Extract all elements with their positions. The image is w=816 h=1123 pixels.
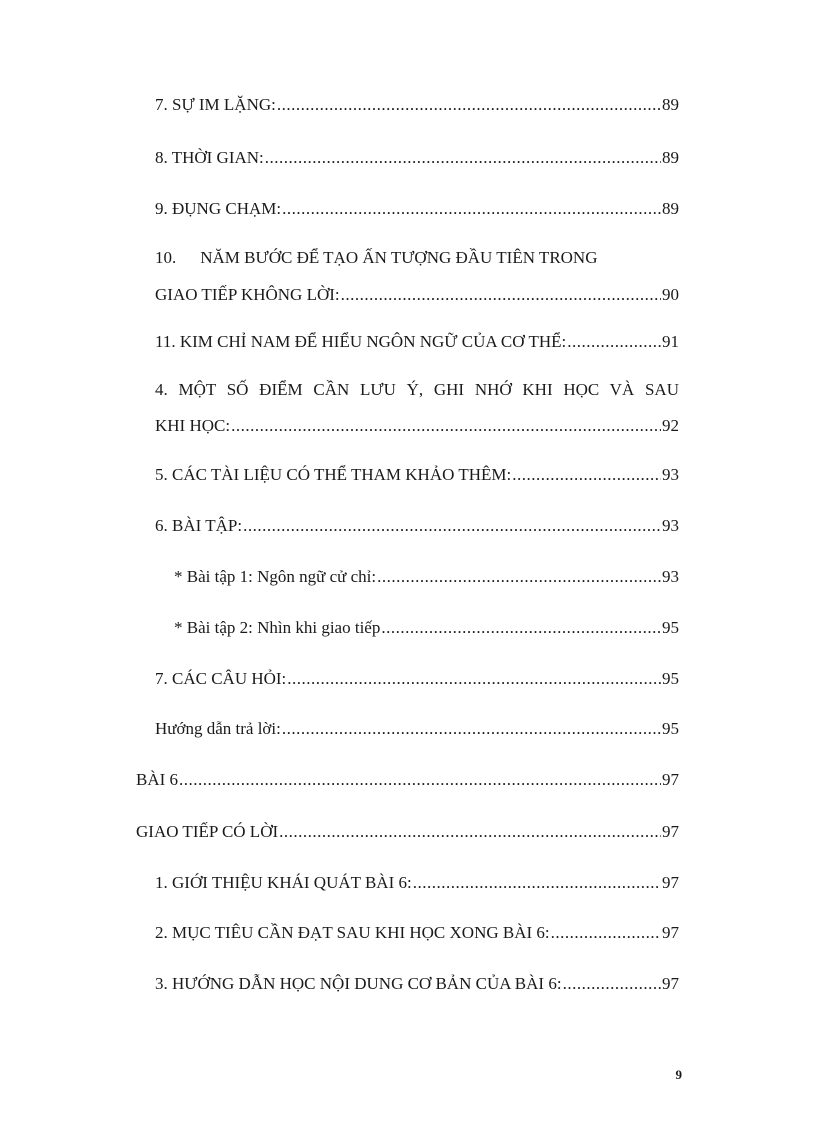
toc-page-number: 89 bbox=[662, 148, 679, 167]
toc-entry[interactable] bbox=[174, 618, 679, 638]
toc-page-number: 97 bbox=[662, 873, 679, 892]
toc-page-number: 93 bbox=[662, 567, 679, 586]
toc-entry-title: 3. HƯỚNG DẪN HỌC NỘI DUNG CƠ BẢN CỦA BÀI 6: bbox=[155, 974, 562, 993]
toc-page-number: 97 bbox=[662, 974, 679, 993]
toc-dot-leader bbox=[567, 332, 661, 352]
toc-entry-title: * Bài tập 2: Nhìn khi giao tiếp bbox=[174, 618, 381, 637]
toc-entry[interactable] bbox=[155, 974, 679, 994]
toc-page-number: 95 bbox=[662, 618, 679, 637]
toc-entry-title: 9. ĐỤNG CHẠM: bbox=[155, 199, 282, 218]
toc-entry-title: KHI HỌC: bbox=[155, 416, 231, 435]
toc-dot-leader bbox=[231, 416, 661, 436]
toc-entry-title: 11. KIM CHỈ NAM ĐỂ HIỂU NGÔN NGỮ CỦA CƠ THỂ: bbox=[155, 332, 567, 351]
toc-entry-title: GIAO TIẾP KHÔNG LỜI: bbox=[155, 285, 340, 304]
toc-dot-leader bbox=[341, 285, 661, 305]
toc-dot-leader bbox=[279, 822, 661, 842]
toc-page-number: 89 bbox=[662, 95, 679, 114]
toc-entry-number: 10. bbox=[155, 248, 177, 267]
toc-page-number: 97 bbox=[662, 770, 679, 789]
toc-dot-leader bbox=[282, 719, 661, 739]
toc-entry-title: BÀI 6 bbox=[136, 770, 179, 789]
toc-dot-leader bbox=[512, 465, 661, 485]
toc-dot-leader bbox=[265, 148, 661, 168]
toc-page-number: 89 bbox=[662, 199, 679, 218]
toc-dot-leader bbox=[277, 95, 661, 115]
toc-entry-title: 6. BÀI TẬP: bbox=[155, 516, 243, 535]
toc-entry[interactable] bbox=[155, 148, 679, 168]
toc-dot-leader bbox=[563, 974, 661, 994]
toc-dot-leader bbox=[282, 199, 661, 219]
toc-page-number: 93 bbox=[662, 516, 679, 535]
toc-entry-chapter[interactable] bbox=[136, 770, 679, 790]
toc-page-number: 97 bbox=[662, 822, 679, 841]
toc-entry-title-line1: 4. MỘT SỐ ĐIỂM CẦN LƯU Ý, GHI NHỚ KHI HỌC VÀ SAU bbox=[155, 380, 679, 399]
toc-dot-leader bbox=[179, 770, 661, 790]
toc-entry-title: 8. THỜI GIAN: bbox=[155, 148, 264, 167]
toc-page-number: 92 bbox=[662, 416, 679, 435]
toc-entry[interactable] bbox=[155, 380, 679, 436]
toc-page-number: 91 bbox=[662, 332, 679, 351]
toc-entry[interactable] bbox=[155, 248, 679, 305]
toc-entry[interactable] bbox=[155, 95, 679, 115]
toc-entry[interactable] bbox=[155, 923, 679, 943]
toc-entry[interactable] bbox=[155, 332, 679, 352]
toc-dot-leader bbox=[377, 567, 661, 587]
toc-dot-leader bbox=[551, 923, 661, 943]
toc-entry[interactable] bbox=[155, 669, 679, 689]
toc-dot-leader bbox=[287, 669, 661, 689]
toc-page-number: 97 bbox=[662, 923, 679, 942]
toc-dot-leader bbox=[381, 618, 661, 638]
toc-entry[interactable] bbox=[174, 567, 679, 587]
toc-page-number: 95 bbox=[662, 719, 679, 738]
toc-entry-title: 1. GIỚI THIỆU KHÁI QUÁT BÀI 6: bbox=[155, 873, 412, 892]
toc-entry-chapter[interactable] bbox=[136, 822, 679, 842]
toc-entry[interactable] bbox=[155, 719, 679, 739]
toc-page-number: 90 bbox=[662, 285, 679, 304]
toc-entry[interactable] bbox=[155, 465, 679, 485]
toc-entry-title: Hướng dẫn trả lời: bbox=[155, 719, 281, 738]
toc-page-number: 95 bbox=[662, 669, 679, 688]
toc-entry[interactable] bbox=[155, 873, 679, 893]
toc-entry-title: 2. MỤC TIÊU CẦN ĐẠT SAU KHI HỌC XONG BÀI 6: bbox=[155, 923, 550, 942]
toc-entry-title: 5. CÁC TÀI LIỆU CÓ THỂ THAM KHẢO THÊM: bbox=[155, 465, 512, 484]
toc-entry[interactable] bbox=[155, 199, 679, 219]
toc-entry-title: * Bài tập 1: Ngôn ngữ cử chỉ: bbox=[174, 567, 377, 586]
toc-entry-title: 7. CÁC CÂU HỎI: bbox=[155, 669, 287, 688]
toc-page-number: 93 bbox=[662, 465, 679, 484]
toc-dot-leader bbox=[413, 873, 661, 893]
toc-entry-title-line1: NĂM BƯỚC ĐỂ TẠO ẤN TƯỢNG ĐẦU TIÊN TRONG bbox=[200, 248, 598, 267]
toc-entry-title: 7. SỰ IM LẶNG: bbox=[155, 95, 276, 114]
toc-entry[interactable] bbox=[155, 516, 679, 536]
page-footer-number: 9 bbox=[675, 1067, 682, 1082]
toc-entry-title: GIAO TIẾP CÓ LỜI bbox=[136, 822, 279, 841]
toc-dot-leader bbox=[243, 516, 661, 536]
